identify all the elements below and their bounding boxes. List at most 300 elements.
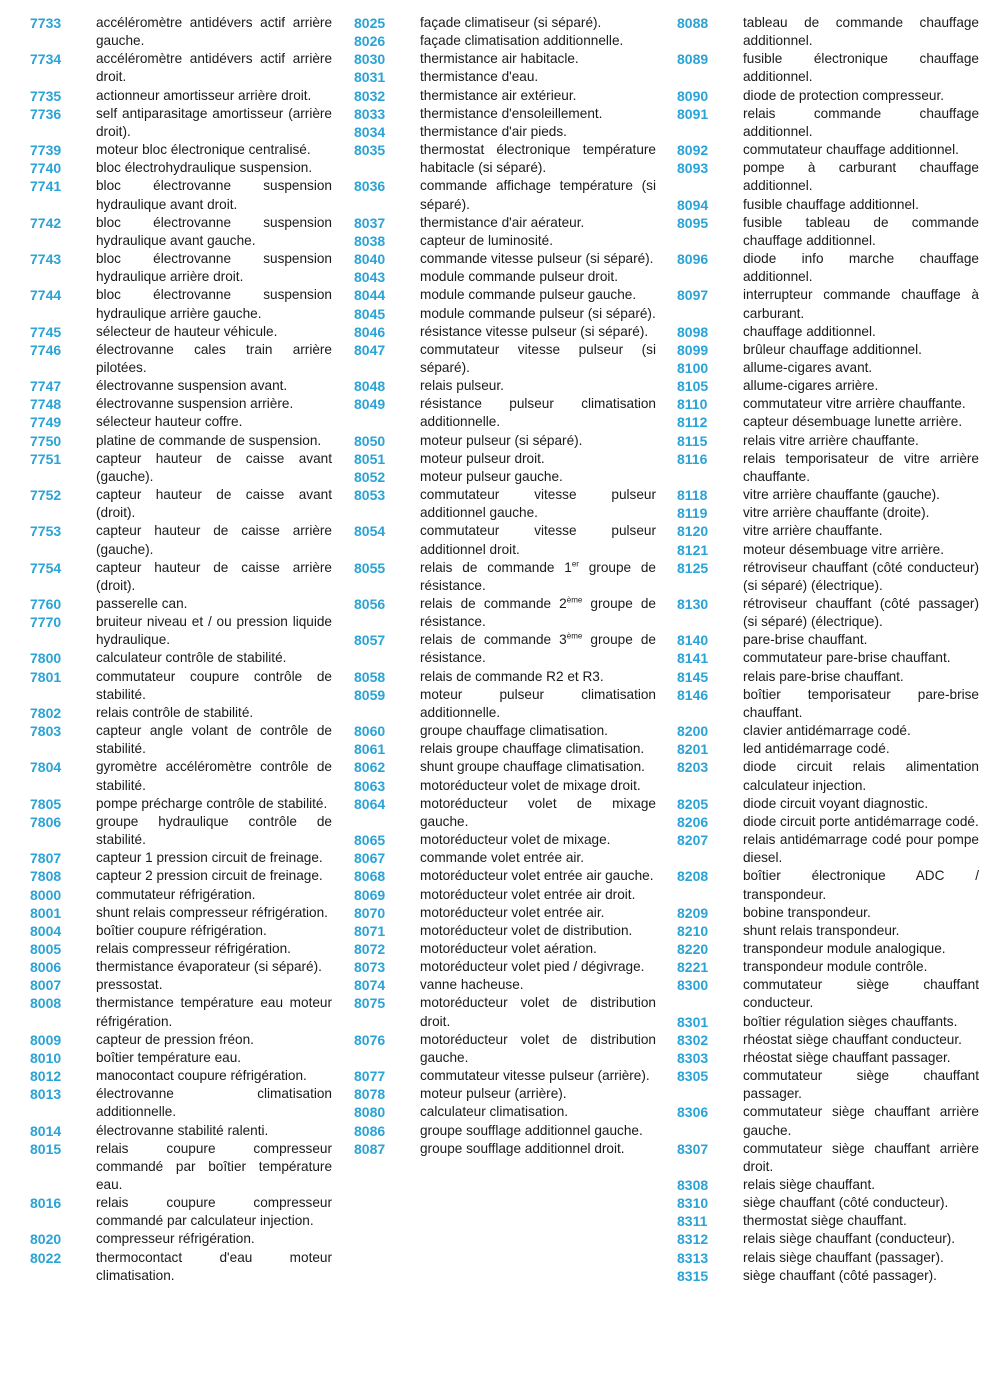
item-text-tail: groupe de résistance. [420, 632, 656, 666]
item-description [743, 1267, 979, 1285]
item-description [743, 1230, 979, 1248]
list-item [30, 704, 332, 722]
list-item [677, 904, 979, 922]
item-code: 8006 [30, 959, 62, 976]
item-text: shunt groupe chauffage climatisation. [420, 759, 645, 775]
item-description [743, 1031, 979, 1049]
list-item [30, 1194, 332, 1230]
item-code: 8077 [354, 1068, 386, 1085]
item-description [96, 559, 332, 595]
item-text: thermocontact d'eau moteur climatisation. [96, 1249, 332, 1283]
item-code: 8040 [354, 251, 386, 268]
item-description [420, 831, 656, 849]
item-description [420, 305, 656, 323]
item-code: 7741 [30, 178, 62, 195]
item-description [96, 1031, 332, 1049]
item-description [420, 250, 656, 268]
item-text: motoréducteur volet de mixage gauche. [420, 795, 656, 829]
item-code: 8210 [677, 922, 709, 939]
item-code: 8119 [677, 505, 708, 522]
item-description [420, 141, 656, 177]
item-text: thermistance air extérieur. [420, 87, 577, 103]
list-item [354, 904, 656, 922]
item-text: relais coupure compresseur commandé par calculateur injection. [96, 1195, 332, 1229]
list-item [677, 1194, 979, 1212]
item-description [96, 286, 332, 322]
item-code: 8030 [354, 51, 386, 68]
item-description [96, 994, 332, 1030]
item-code: 7805 [30, 795, 62, 812]
item-code: 8015 [30, 1140, 62, 1157]
item-text: relais pare-brise chauffant. [743, 668, 904, 684]
item-text: relais de commande 1 [420, 559, 572, 575]
item-code: 8140 [677, 632, 709, 649]
item-code: 8050 [354, 432, 386, 449]
item-code: 8092 [677, 142, 709, 159]
list-item [30, 940, 332, 958]
item-text: commande vitesse pulseur (si séparé). [420, 251, 654, 267]
item-text: bloc électrovanne suspension hydraulique arrière gauche. [96, 287, 332, 321]
item-code: 7744 [30, 287, 62, 304]
list-item [677, 395, 979, 413]
list-item [677, 359, 979, 377]
item-code: 7754 [30, 559, 62, 576]
item-text: relais pulseur. [420, 378, 504, 394]
item-text: thermistance d'air pieds. [420, 123, 567, 139]
item-code: 8303 [677, 1049, 709, 1066]
item-code: 8062 [354, 759, 386, 776]
list-item [30, 323, 332, 341]
item-code: 8209 [677, 904, 709, 921]
item-code: 8046 [354, 323, 386, 340]
item-text: sélecteur de hauteur véhicule. [96, 323, 278, 339]
item-text: pare-brise chauffant. [743, 632, 868, 648]
list-item [30, 486, 332, 522]
item-description [96, 1194, 332, 1230]
item-text: brûleur chauffage additionnel. [743, 341, 922, 357]
item-description [743, 958, 979, 976]
item-text: shunt relais transpondeur. [743, 922, 900, 938]
item-code: 8012 [30, 1068, 62, 1085]
list-item [677, 631, 979, 649]
item-description [420, 994, 656, 1030]
list-item [354, 250, 656, 268]
list-item [30, 813, 332, 849]
item-text: actionneur amortisseur arrière droit. [96, 87, 312, 103]
list-item [354, 958, 656, 976]
item-code: 7803 [30, 723, 62, 740]
item-code: 8200 [677, 723, 709, 740]
item-text: groupe soufflage additionnel gauche. [420, 1122, 643, 1138]
item-text-tail: groupe de résistance. [420, 596, 656, 630]
item-description [420, 904, 656, 922]
list-item [677, 1031, 979, 1049]
item-text: relais siège chauffant (conducteur). [743, 1231, 956, 1247]
item-code: 8025 [354, 15, 386, 31]
list-item [30, 395, 332, 413]
item-text: capteur de luminosité. [420, 232, 553, 248]
item-code: 8315 [677, 1267, 709, 1284]
item-code: 8300 [677, 977, 709, 994]
list-item [30, 87, 332, 105]
item-code: 8141 [677, 650, 709, 667]
list-item [30, 994, 332, 1030]
list-item [354, 922, 656, 940]
item-code: 8305 [677, 1068, 709, 1085]
item-description [420, 486, 656, 522]
item-text: bloc électrovanne suspension hydraulique arrière droit. [96, 251, 332, 285]
item-text: commutateur chauffage additionnel. [743, 142, 959, 158]
item-text: relais contrôle de stabilité. [96, 704, 254, 720]
list-item [30, 795, 332, 813]
list-item [354, 50, 656, 68]
item-code: 8076 [354, 1031, 386, 1048]
item-text: thermistance température eau moteur réfrigération. [96, 995, 332, 1029]
item-text: commutateur vitesse pulseur additionnel gauche. [420, 487, 656, 521]
list-item [677, 413, 979, 431]
item-text: allume-cigares arrière. [743, 378, 879, 394]
item-code: 8020 [30, 1231, 62, 1248]
item-code: 8035 [354, 142, 386, 159]
list-item [30, 522, 332, 558]
item-code: 8022 [30, 1249, 62, 1266]
item-code: 8203 [677, 759, 709, 776]
item-description [743, 341, 979, 359]
ordinal-suffix: ème [566, 631, 583, 641]
item-text: module commande pulseur droit. [420, 269, 618, 285]
item-description [420, 286, 656, 304]
item-text: clavier antidémarrage codé. [743, 723, 911, 739]
item-description [420, 32, 656, 50]
item-text: self antiparasitage amortisseur (arrière droit). [96, 105, 332, 139]
item-description [743, 486, 979, 504]
list-item [677, 686, 979, 722]
item-code: 8306 [677, 1104, 709, 1121]
item-text: thermistance d'air aérateur. [420, 214, 585, 230]
item-code: 8014 [30, 1122, 62, 1139]
item-code: 8201 [677, 741, 709, 758]
item-code: 8036 [354, 178, 386, 195]
item-description [743, 758, 979, 794]
item-description [420, 323, 656, 341]
item-description [96, 450, 332, 486]
item-text: commande volet entrée air. [420, 850, 584, 866]
item-description [96, 722, 332, 758]
list-item [354, 377, 656, 395]
item-description [96, 141, 332, 159]
item-code: 8310 [677, 1195, 709, 1212]
item-text: commutateur vitesse pulseur (arrière). [420, 1068, 650, 1084]
list-item [354, 32, 656, 50]
item-code: 8121 [677, 541, 709, 558]
list-item [354, 1085, 656, 1103]
item-description [420, 631, 656, 667]
item-description [743, 87, 979, 105]
item-description [743, 522, 979, 540]
item-text: capteur désembuage lunette arrière. [743, 414, 963, 430]
list-item [677, 377, 979, 395]
item-code: 8073 [354, 959, 386, 976]
item-text: interrupteur commande chauffage à carburant. [743, 287, 979, 321]
item-description [420, 1140, 656, 1158]
list-item [677, 286, 979, 322]
item-description [96, 704, 332, 722]
item-code: 8089 [677, 51, 709, 68]
item-description [743, 668, 979, 686]
list-item [354, 940, 656, 958]
item-code: 7751 [30, 450, 62, 467]
list-item [354, 341, 656, 377]
item-code: 7801 [30, 668, 62, 685]
item-text: motoréducteur volet pied / dégivrage. [420, 959, 645, 975]
item-text: thermistance d'eau. [420, 69, 539, 85]
item-code: 8049 [354, 396, 386, 413]
column-1 [30, 14, 332, 1285]
item-description [743, 831, 979, 867]
list-item [30, 613, 332, 649]
list-item [677, 486, 979, 504]
item-code: 7753 [30, 523, 62, 540]
list-item [30, 668, 332, 704]
item-code: 8125 [677, 559, 709, 576]
item-text: motoréducteur volet de distribution droit. [420, 995, 656, 1029]
list-item [354, 305, 656, 323]
item-description [743, 649, 979, 667]
item-code: 8071 [354, 922, 386, 939]
item-description [96, 105, 332, 141]
item-code: 7735 [30, 87, 62, 104]
item-description [420, 87, 656, 105]
list-item [677, 214, 979, 250]
list-item [30, 413, 332, 431]
item-description [96, 795, 332, 813]
item-description [743, 740, 979, 758]
item-description [420, 559, 656, 595]
item-code: 8145 [677, 668, 709, 685]
list-item [354, 432, 656, 450]
item-text: relais groupe chauffage climatisation. [420, 741, 645, 757]
item-text: diode circuit voyant diagnostic. [743, 795, 929, 811]
item-description [743, 413, 979, 431]
item-text: vitre arrière chauffante. [743, 523, 883, 539]
item-text: commutateur siège chauffant conducteur. [743, 977, 979, 1011]
list-item [30, 1067, 332, 1085]
item-text: résistance pulseur climatisation additionnelle. [420, 396, 656, 430]
item-code: 7733 [30, 15, 62, 31]
item-text: thermostat siège chauffant. [743, 1213, 907, 1229]
list-item [677, 196, 979, 214]
list-item [677, 450, 979, 486]
item-code: 7770 [30, 614, 62, 631]
item-description [420, 777, 656, 795]
item-text: commande affichage température (si séparé). [420, 178, 656, 212]
item-text: façade climatisation additionnelle. [420, 33, 624, 49]
item-text: passerelle can. [96, 596, 188, 611]
item-description [420, 1103, 656, 1121]
item-code: 8110 [677, 396, 708, 413]
item-code: 8100 [677, 359, 709, 376]
item-description [96, 867, 332, 885]
item-text: commutateur siège chauffant passager. [743, 1068, 979, 1102]
item-code: 7804 [30, 759, 62, 776]
list-item [354, 105, 656, 123]
item-text: capteur hauteur de caisse arrière (droit). [96, 559, 332, 593]
item-code: 8208 [677, 868, 709, 885]
list-item [30, 595, 332, 613]
item-description [743, 50, 979, 86]
list-item [677, 668, 979, 686]
item-description [743, 1249, 979, 1267]
item-code: 8096 [677, 251, 709, 268]
item-code: 8058 [354, 668, 386, 685]
item-text: bloc électrovanne suspension hydraulique avant droit. [96, 178, 332, 212]
list-item [677, 87, 979, 105]
item-description [743, 159, 979, 195]
item-description [420, 450, 656, 468]
item-text: moteur pulseur climatisation additionnelle. [420, 686, 656, 720]
item-description [96, 1230, 332, 1248]
item-description [743, 922, 979, 940]
item-text: gyromètre accéléromètre contrôle de stabilité. [96, 759, 332, 793]
item-code: 8069 [354, 886, 386, 903]
item-code: 8038 [354, 232, 386, 249]
item-text: relais antidémarrage codé pour pompe diesel. [743, 832, 979, 866]
item-description [96, 341, 332, 377]
item-text: relais vitre arrière chauffante. [743, 432, 919, 448]
item-text: diode de protection compresseur. [743, 87, 945, 103]
item-text: électrovanne cales train arrière pilotées. [96, 341, 332, 375]
item-code: 7800 [30, 650, 62, 667]
list-item [677, 504, 979, 522]
item-code: 8312 [677, 1231, 709, 1248]
item-code: 7806 [30, 813, 62, 830]
item-description [420, 395, 656, 431]
list-item [677, 559, 979, 595]
column-2 [354, 14, 656, 1158]
item-description [96, 904, 332, 922]
list-item [354, 68, 656, 86]
list-item [677, 1103, 979, 1139]
item-text: boîtier coupure réfrigération. [96, 922, 267, 938]
item-text: diode info marche chauffage additionnel. [743, 251, 979, 285]
item-description [420, 377, 656, 395]
item-code: 8086 [354, 1122, 386, 1139]
item-text: calculateur contrôle de stabilité. [96, 650, 287, 666]
item-description [96, 486, 332, 522]
item-description [743, 904, 979, 922]
item-description [420, 341, 656, 377]
list-item [354, 831, 656, 849]
item-text: commutateur réfrigération. [96, 886, 256, 902]
item-description [743, 359, 979, 377]
item-code: 8078 [354, 1086, 386, 1103]
list-item [354, 976, 656, 994]
list-item [30, 141, 332, 159]
item-text: pompe précharge contrôle de stabilité. [96, 795, 328, 811]
item-text: calculateur climatisation. [420, 1104, 569, 1120]
item-description [96, 377, 332, 395]
list-item [677, 940, 979, 958]
item-text: électrovanne stabilité ralenti. [96, 1122, 269, 1138]
item-text: groupe hydraulique contrôle de stabilité. [96, 813, 332, 848]
item-description [96, 432, 332, 450]
list-item [30, 1031, 332, 1049]
item-description [420, 958, 656, 976]
item-description [420, 522, 656, 558]
item-description [743, 1013, 979, 1031]
list-item [677, 105, 979, 141]
list-item [677, 1249, 979, 1267]
item-code: 8052 [354, 468, 386, 485]
list-item [677, 141, 979, 159]
item-text: bobine transpondeur. [743, 904, 871, 920]
item-description [96, 758, 332, 794]
item-code: 8032 [354, 87, 386, 104]
item-code: 7748 [30, 396, 62, 413]
item-description [743, 105, 979, 141]
list-item [30, 214, 332, 250]
item-description [420, 214, 656, 232]
item-text: motoréducteur volet entrée air. [420, 904, 605, 920]
item-code: 7808 [30, 868, 62, 885]
item-description [420, 1067, 656, 1085]
item-text: thermostat électronique température habitacle (si séparé). [420, 142, 656, 176]
item-text: relais de commande 3 [420, 632, 567, 648]
item-description [743, 250, 979, 286]
item-code: 8088 [677, 15, 709, 31]
item-text: capteur angle volant de contrôle de stabilité. [96, 723, 332, 757]
item-description [420, 867, 656, 885]
item-text: fusible électronique chauffage additionnel. [743, 51, 979, 85]
item-text: module commande pulseur (si séparé). [420, 305, 656, 321]
item-description [420, 668, 656, 686]
item-description [96, 1085, 332, 1121]
list-item [677, 159, 979, 195]
list-item [677, 1013, 979, 1031]
list-item [30, 1049, 332, 1067]
item-description [420, 940, 656, 958]
item-code: 8130 [677, 596, 709, 612]
item-code: 7743 [30, 251, 62, 268]
item-text: résistance vitesse pulseur (si séparé). [420, 323, 649, 339]
item-text: thermistance évaporateur (si séparé). [96, 959, 322, 975]
list-item [354, 468, 656, 486]
list-item [354, 1067, 656, 1085]
item-description [743, 1176, 979, 1194]
item-description [96, 87, 332, 105]
item-code: 8120 [677, 523, 709, 540]
item-text: façade climatiseur (si séparé). [420, 15, 602, 30]
list-item [354, 123, 656, 141]
item-text: commutateur vitesse pulseur (si séparé). [420, 341, 656, 375]
item-text: moteur désembuage vitre arrière. [743, 541, 944, 557]
item-text: relais coupure compresseur commandé par boîtier température eau. [96, 1140, 332, 1192]
item-text: allume-cigares avant. [743, 359, 873, 375]
list-item [677, 1176, 979, 1194]
item-description [743, 722, 979, 740]
item-description [420, 758, 656, 776]
item-description [96, 1140, 332, 1194]
item-code: 7734 [30, 51, 62, 68]
list-item [30, 14, 332, 50]
item-code: 8105 [677, 378, 709, 395]
item-text: électrovanne suspension arrière. [96, 396, 294, 412]
list-item [30, 559, 332, 595]
item-code: 8091 [677, 105, 709, 122]
item-description [96, 1067, 332, 1085]
item-code: 8063 [354, 777, 386, 794]
item-description [96, 395, 332, 413]
